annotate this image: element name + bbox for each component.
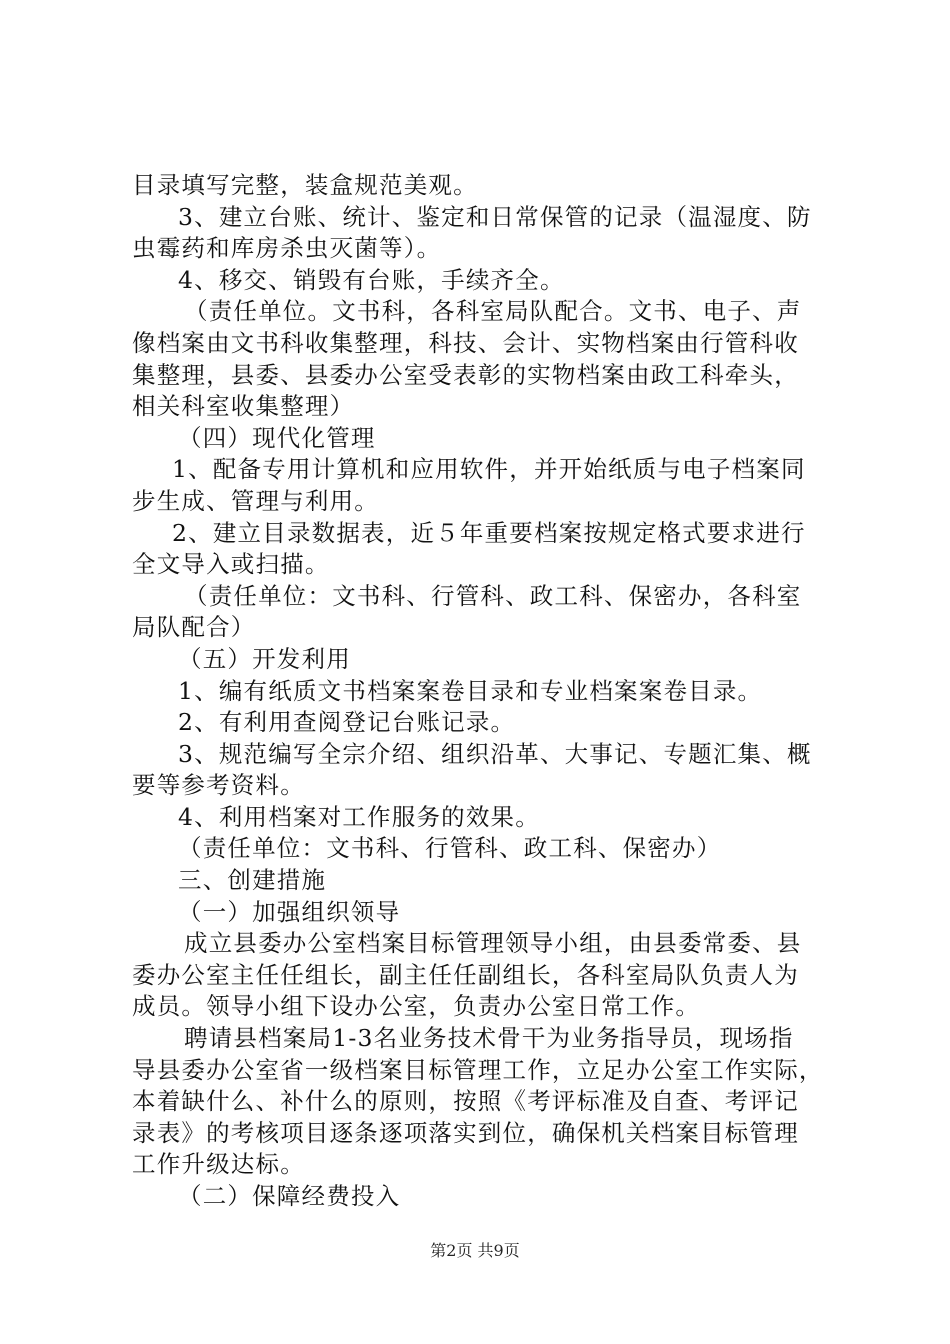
text-line: （责任单位：文书科、行管科、政工科、保密办，各科室: [184, 581, 802, 610]
text-line: 像档案由文书科收集整理，科技、会计、实物档案由行管科收: [132, 328, 799, 357]
text-line: 全文导入或扫描。: [132, 550, 330, 579]
text-line: 虫霉药和库房杀虫灭菌等）。: [132, 234, 442, 263]
text-line: 委办公室主任任组长，副主任任副组长，各科室局队负责人为: [132, 960, 799, 989]
text-line: 2、有利用查阅登记台账记录。: [178, 708, 516, 737]
text-line: 1、配备专用计算机和应用软件，并开始纸质与电子档案同: [172, 455, 806, 484]
text-line: （责任单位：文书科、行管科、政工科、保密办）: [178, 834, 722, 863]
text-line: 录表》的考核项目逐条逐项落实到位，确保机关档案目标管理: [132, 1118, 799, 1147]
text-line: （五）开发利用: [178, 644, 351, 673]
text-line: （二）保障经费投入: [178, 1182, 401, 1210]
text-line: 本着缺什么、补什么的原则，按照《考评标准及自查、考评记: [132, 1087, 799, 1116]
page-footer: 第2页 共9页: [430, 1241, 520, 1260]
text-line: （一）加强组织领导: [178, 897, 401, 926]
text-line: 三、创建措施: [178, 866, 327, 895]
text-line: 3、建立台账、统计、鉴定和日常保管的记录（温湿度、防: [178, 202, 812, 231]
text-line: 1、编有纸质文书档案案卷目录和专业档案案卷目录。: [178, 676, 763, 705]
text-line: 导县委办公室省一级档案目标管理工作，立足办公室工作实际，: [132, 1055, 824, 1084]
text-line: 4、利用档案对工作服务的效果。: [178, 802, 540, 831]
text-line: 成员。领导小组下设办公室，负责办公室日常工作。: [132, 992, 701, 1021]
text-line: 聘请县档案局1-3名业务技术骨干为业务指导员，现场指: [184, 1024, 794, 1053]
text-line: 局队配合）: [132, 613, 256, 642]
text-line: 相关科室收集整理）: [132, 392, 355, 421]
text-line: 要等参考资料。: [132, 771, 305, 800]
text-line: 成立县委办公室档案目标管理领导小组，由县委常委、县: [184, 929, 802, 958]
text-line: 步生成、管理与利用。: [132, 486, 379, 515]
text-line: （四）现代化管理: [178, 423, 376, 452]
text-line: 目录填写完整，装盒规范美观。: [132, 171, 478, 199]
text-line: 4、移交、销毁有台账，手续齐全。: [178, 265, 565, 294]
document-body: [132, 170, 832, 1213]
text-line: 集整理，县委、县委办公室受表彰的实物档案由政工科牵头，: [132, 360, 799, 389]
text-line: 工作升级达标。: [132, 1150, 305, 1179]
text-line: （责任单位。文书科，各科室局队配合。文书、电子、声: [184, 297, 802, 326]
text-line: 3、规范编写全宗介绍、组织沿革、大事记、专题汇集、概: [178, 739, 812, 768]
text-line: 2、建立目录数据表，近５年重要档案按规定格式要求进行: [172, 518, 806, 547]
